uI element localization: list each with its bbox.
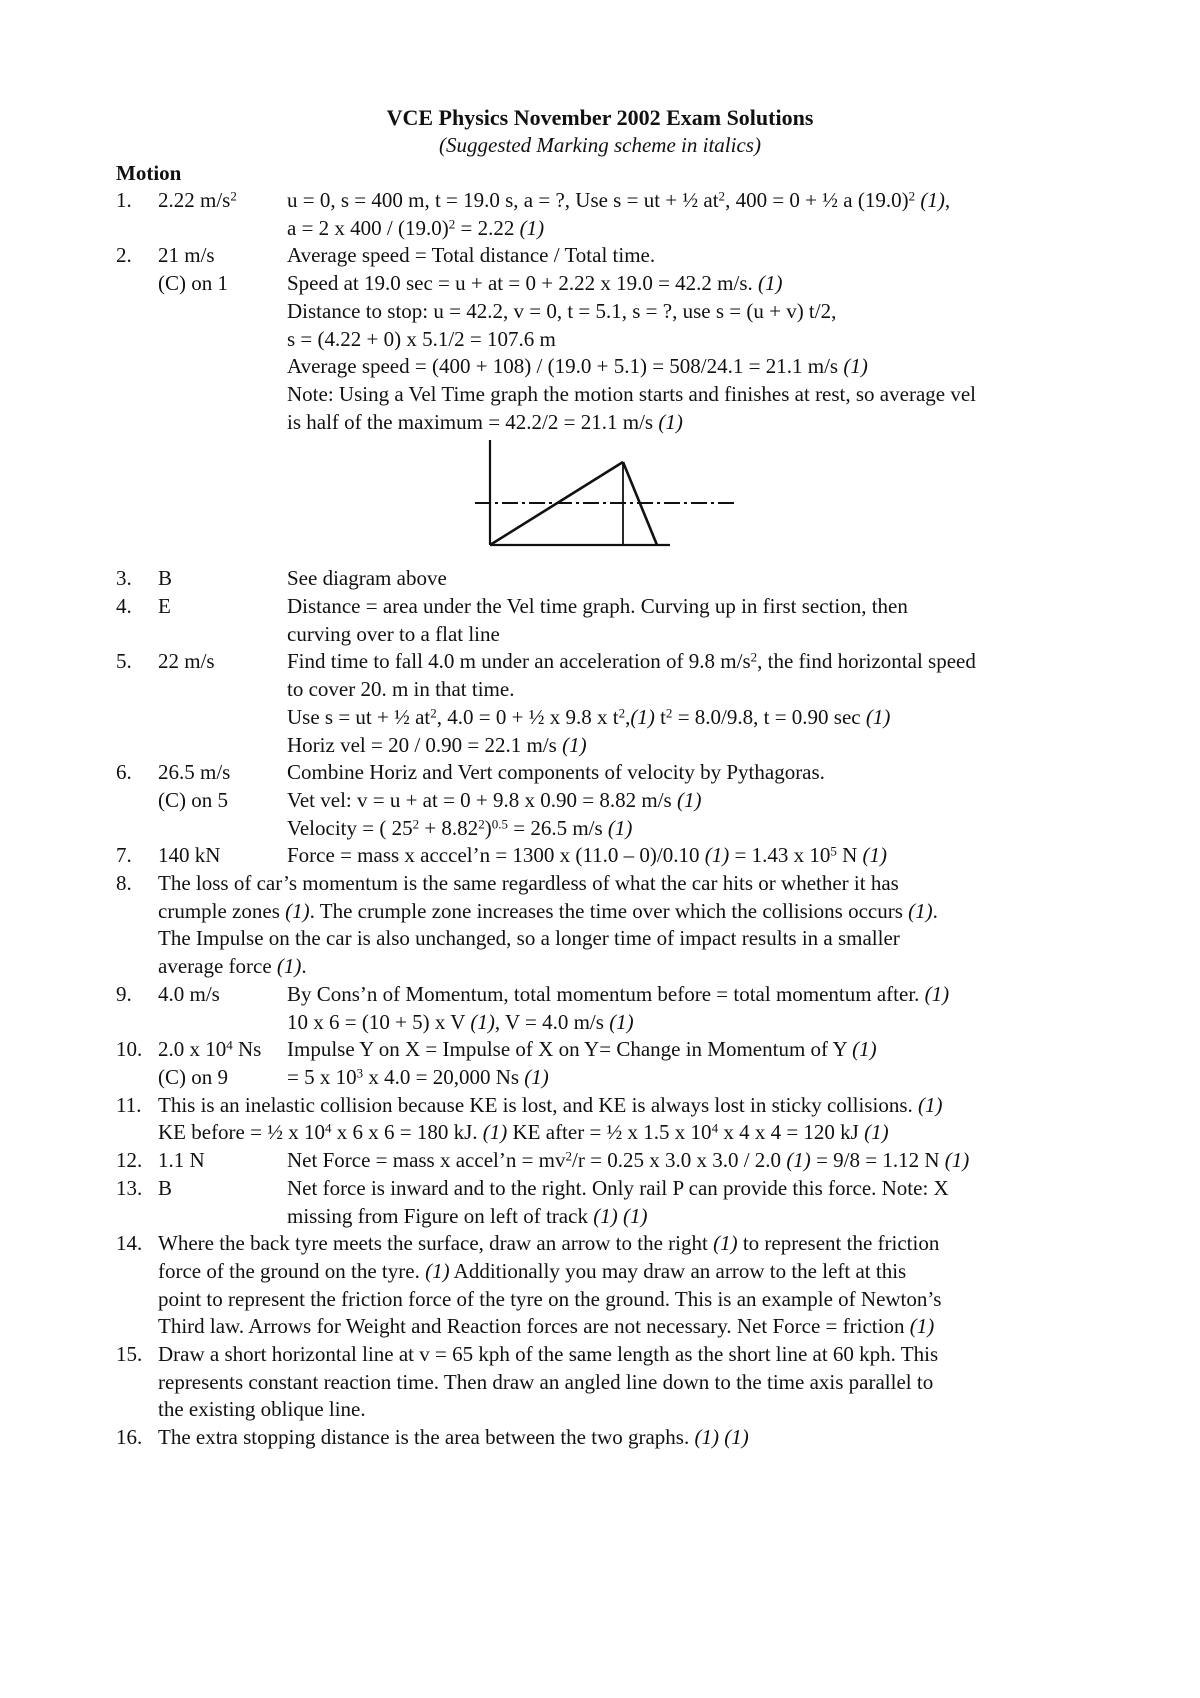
question-4: 4. E Distance = area under the Vel time graph. Curving up in first section, then [116,594,908,619]
question-9: 9. 4.0 m/s By Cons’n of Momentum, total momentum before = total momentum after. (1) [116,981,950,1006]
solutions-list: 1. 2.22 $m/s^2$ u = 0, s = 400 m, t = 19.0 s, a = ?, Use s = ut + ½ $at^2$, 400 = 0 + ½ a $(19.0)^2$ (1), a = 2 x $400 / (19.0)^2 = 2.22$ (1) 2. 21 m/s Average speed = Total distance / Total time. (C) on 1 Speed at 19.0 sec = u + at = 0 + 2.22 x 19.0 = 42.2 m/s. (1) Distance to stop: u = 42.2, v = 0, t = 5.1, s = ?, use s = (u + v) t/2, s = (4.22 + 0) x 5.1/2 = 107.6 m Average speed = (400 + 108) / (19.0 + 5.1) = 508/24.1 = 21.1 m/s (1) Note: Using a Vel Time graph the motion starts and finishes at rest, so average vel is half of the maximum = 42.2/2 = 21.1 m/s (1) 3. B See diagram above 4. E Distance = area under the Vel time graph. Curving up in first section, then curving over to a flat line 5. 22 m/s Find time to fall 4.0 m under an acceleration of 9.8 $m/s^2$, the find horizontal speed to cover 20. m in that time. Use s = ut + ½ $at^2$, 4.0 = 0 + ½ x 9.8 x $t^2,(1) t^2 = 8.0/9.8$, t = 0.90 sec (1) Horiz vel = 20 / 0.90 = 22.1 m/s (1) 6. 26.5 m/s Combine Horiz and Vert components of velocity by Pythagoras. (C) on 5 Vet vel: v = u + at = 0 + 9.8 x 0.90 = 8.82 m/s (1) Velocity = ( $25^2 + 8.82^2)^{0.5} = 26.5$ m/s (1) 7. 140 kN Force = mass x acccel’n = 1300 x (11.0 – 0)/0.10 (1) = 1.43 x $10^5$ N (1) 8. The loss of car’s momentum is the same regardless of what the car hits or whether it has crumple zones (1). The crumple zone increases the time over which the collisions occurs (1). The Impulse on the car is also unchanged, so a longer time of impact results in a smaller average force (1). 9. 4.0 m/s By Cons’n of Momentum, total momentum before = total momentum after. (1) 10 x 6 = (10 + 5) x V (1), V = 4.0 m/s (1) 10. 2.0 x $10^4$ Ns Impulse Y on X = Impulse of X on Y= Change in Momentum of Y (1) (C) on 9 = 5 x $10^3$ x 4.0 = 20,000 Ns (1) 11. This is an inelastic collision because KE is lost, and KE is always lost in sticky collisions. (1) KE before = ½ x $10^4$ x 6 x 6 = 180 kJ. (1) KE after = ½ x 1.5 x $10^4$ x 4 x 4 = 120 kJ (1) 12. 1.1 N Net Force = mass x accel’n = $mv^2/r = 0.25$ x 3.0 x 3.0 / 2.0 (1) = 9/8 = 1.12 N (1) 13. B Net force is inward and to the right. Only rail P can provide this force. Note: X missing from Figure on left of track (1) (1) 14. Where the back tyre meets the surface, draw an arrow to the right (1) to represent the friction force of the ground on the tyre. (1) Additionally you may draw an arrow to the left at this point to represent the friction force of the tyre on the ground. This is an example of Newton’s Third law. Arrows for Weight and Reaction forces are not necessary. Net Force = friction (1) 15. Draw a short horizontal line at v = 65 kph of the same length as the short line at 60 kph. This represents constant reaction time. Then draw an angled line down to the time axis parallel to the existing oblique line. 16. The extra stopping distance is the area between the two graphs. (1) (1) [116,187,1116,1452]
velocity-time-sketch-svg [475,440,755,565]
question-12: 12. 1.1 N Net Force = mass x accel’n = $mv^2/r = 0.25$ x 3.0 x 3.0 / 2.0 (1) = 9/8 = 1.12 N (1) [116,1148,970,1173]
question-2: 2. 21 m/s Average speed = Total distance / Total time. [116,243,656,268]
question-3: 3. B See diagram above [116,566,447,591]
velocity-time-graph [116,440,1116,565]
question-8: 8. The loss of car’s momentum is the same regardless of what the car hits or whether it has [116,871,899,896]
section-heading: Motion [116,161,182,185]
question-1: 1. 2.22 $m/s^2$ u = 0, s = 400 m, t = 19.0 s, a = ?, Use s = ut + ½ $at^2$, 400 = 0 + ½ a $(19.0)^2$ (1), [116,188,951,212]
question-7: 7. 140 kN Force = mass x acccel’n = 1300 x (11.0 – 0)/0.10 (1) = 1.43 x $10^5$ N (1) [116,843,888,868]
question-10: 10. 2.0 x $10^4$ Ns Impulse Y on X = Impulse of X on Y= Change in Momentum of Y (1) [116,1037,877,1062]
question-5: 5. 22 m/s Find time to fall 4.0 m under an acceleration of 9.8 $m/s^2$, the find horizontal speed [116,649,976,674]
question-14: 14. Where the back tyre meets the surface, draw an arrow to the right (1) to represent the friction [116,1231,940,1256]
question-11: 11. This is an inelastic collision because KE is lost, and KE is always lost in sticky collisions. (1) [116,1092,943,1117]
page-title: VCE Physics November 2002 Exam Solutions [386,105,814,130]
question-13: 13. B Net force is inward and to the right. Only rail P can provide this force. Note: X [116,1175,949,1200]
question-16: 16. The extra stopping distance is the area between the two graphs. (1) (1) [116,1425,749,1450]
question-6: 6. 26.5 m/s Combine Horiz and Vert components of velocity by Pythagoras. [116,760,825,785]
page-subtitle: (Suggested Marking scheme in italics) [439,133,761,157]
question-15: 15. Draw a short horizontal line at v = 65 kph of the same length as the short line at 60 kph. This [116,1342,939,1367]
